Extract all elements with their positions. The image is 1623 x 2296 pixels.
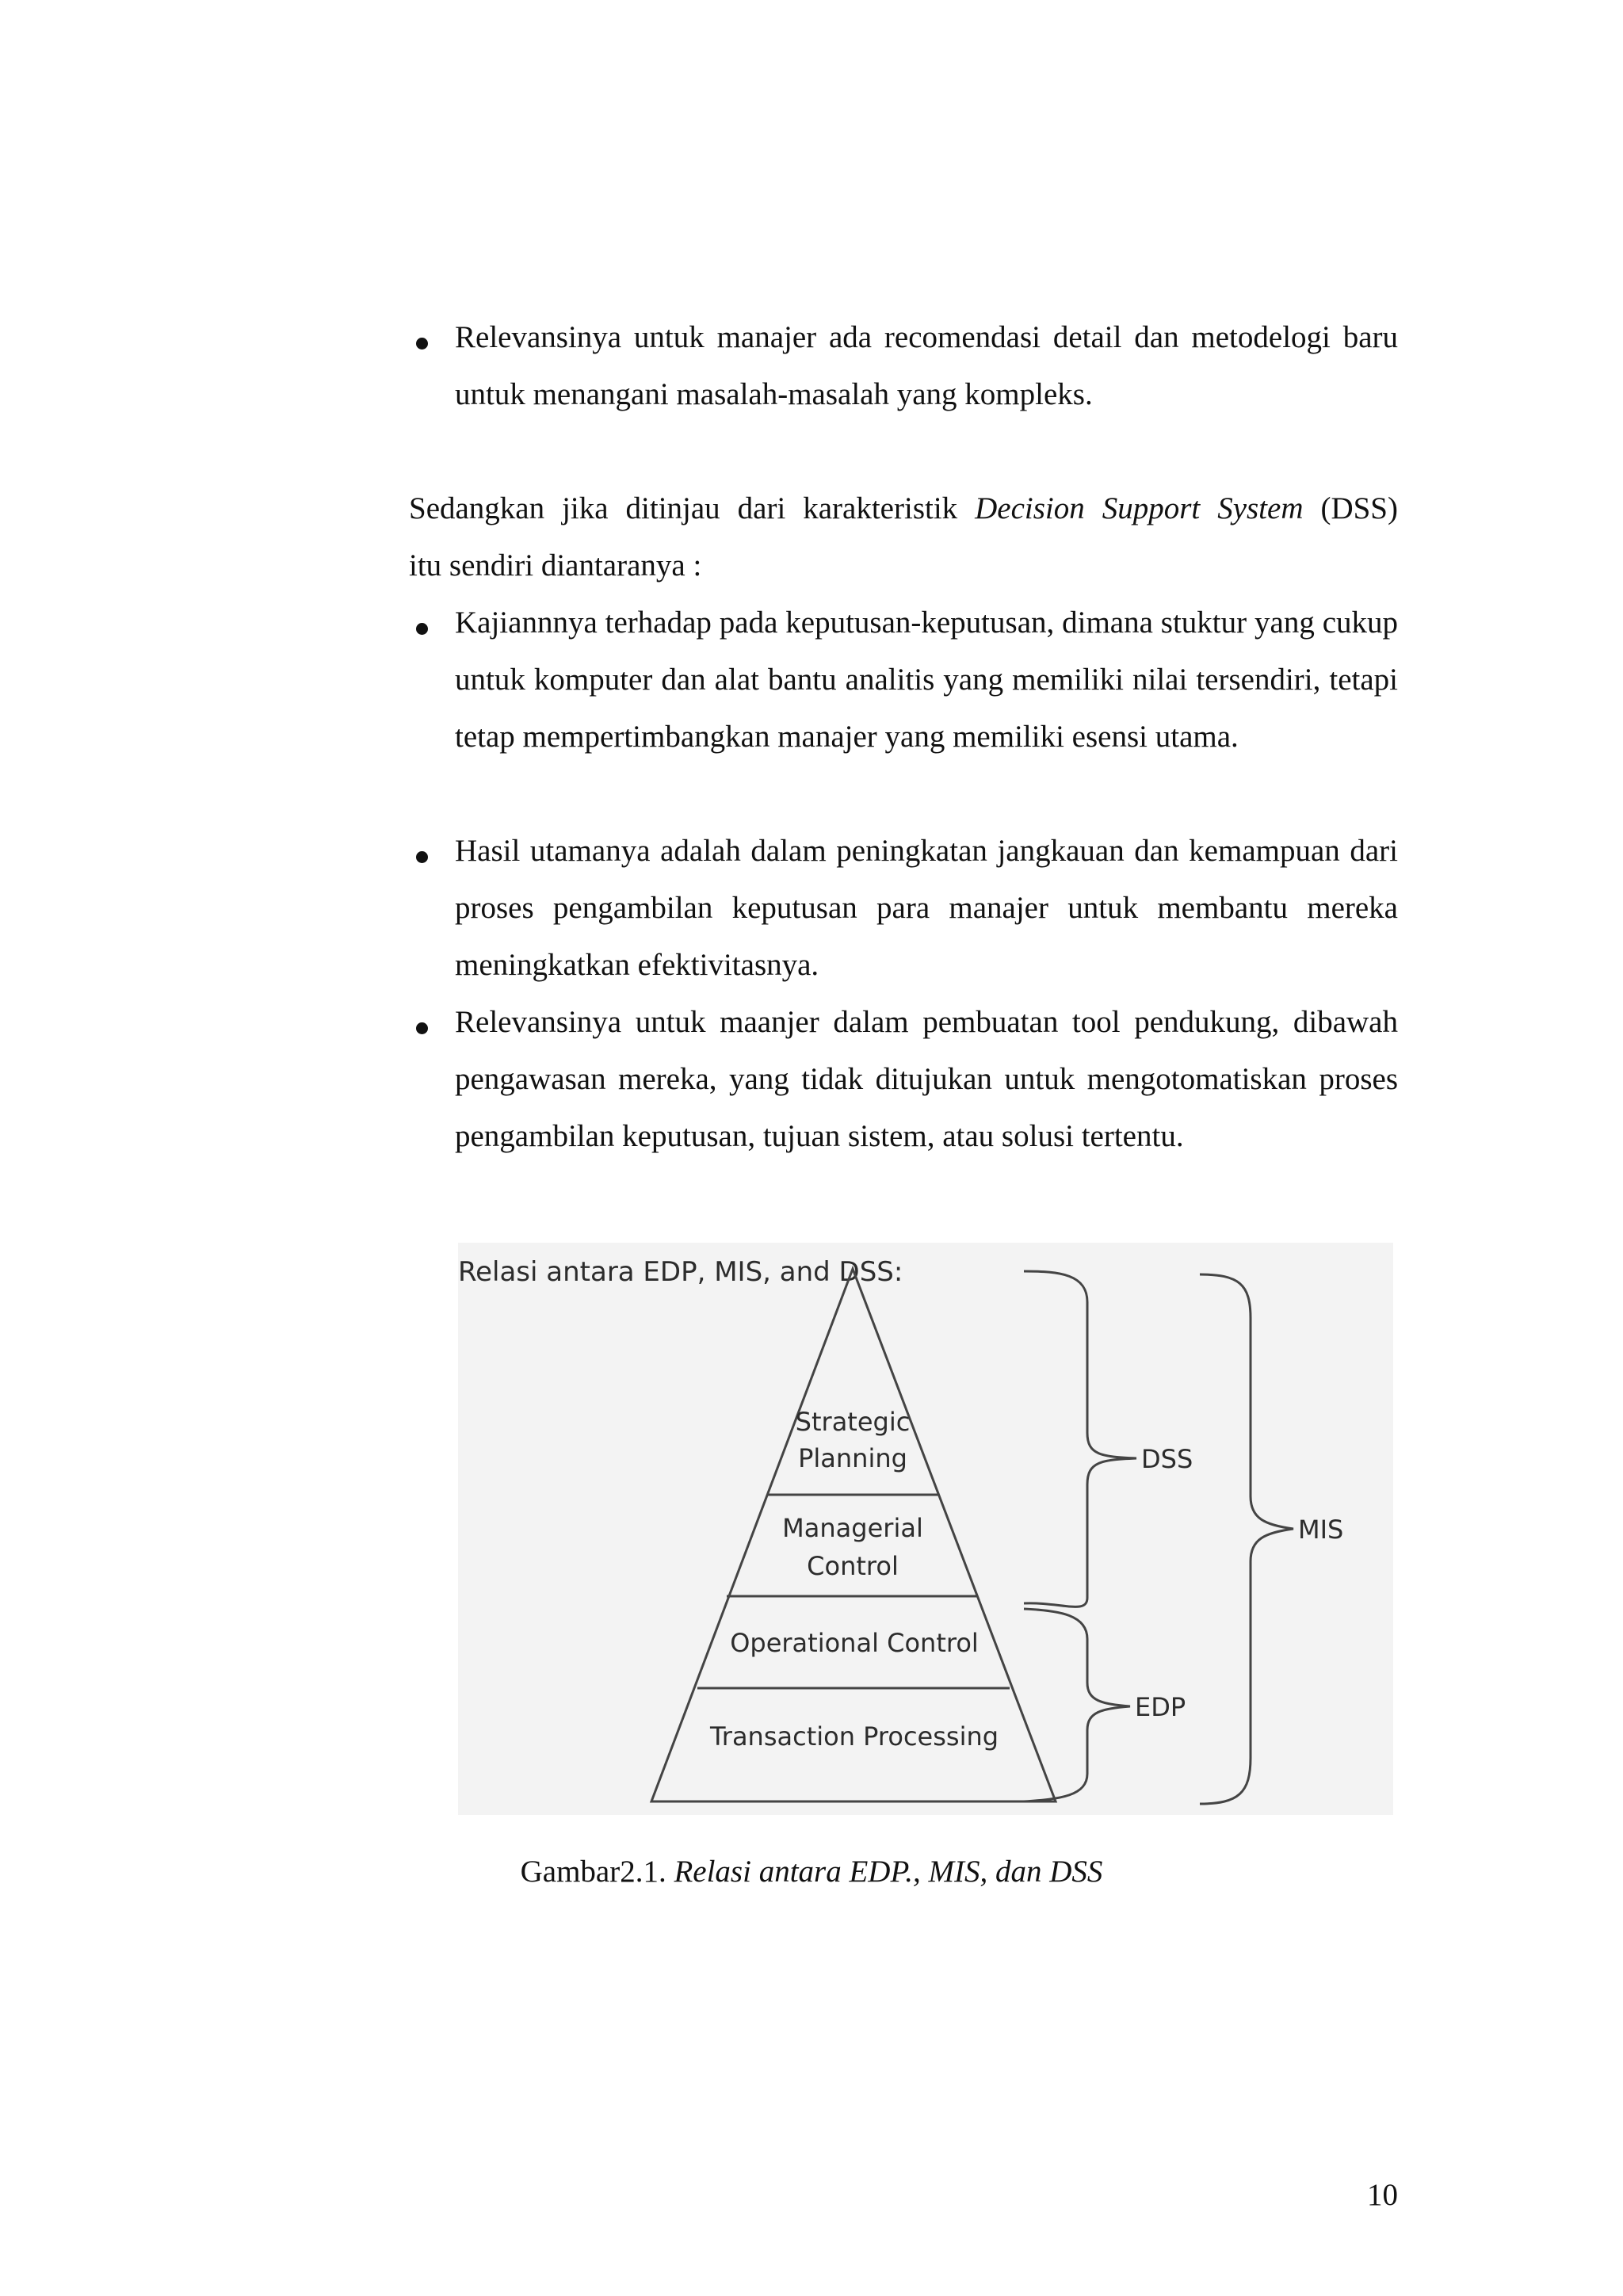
level-managerial-line2: Control	[807, 1551, 899, 1581]
bullet-dot	[416, 1022, 428, 1034]
mis-label: MIS	[1298, 1515, 1344, 1545]
dss-bracket	[1024, 1271, 1136, 1606]
page-number: 10	[1367, 2178, 1398, 2212]
bullet-text: Relevansinya untuk maanjer dalam pembuatan tool pendukung, dibawah pengawasan mereka, yang tidak ditujukan untuk mengotomatiskan proses pengambilan keputusan, tujuan sistem, atau solusi tertentu.	[455, 1005, 1398, 1153]
level-operational: Operational Control	[730, 1628, 979, 1658]
mis-bracket	[1200, 1274, 1293, 1804]
level-strategic-line2: Planning	[798, 1443, 907, 1473]
intro-italic-term: Decision Support System	[975, 491, 1304, 525]
diagram-title: Relasi antara EDP, MIS, and DSS:	[458, 1256, 903, 1288]
edp-bracket	[1024, 1609, 1130, 1801]
level-managerial-line1: Managerial	[782, 1513, 923, 1543]
intro-text-tail: (DSS)	[1303, 491, 1398, 525]
bullet-dot	[416, 338, 428, 350]
intro-line-2: itu sendiri diantaranya :	[409, 548, 702, 583]
bullet-text: Relevansinya untuk manajer ada recomendasi detail dan metodelogi baru untuk menangani masalah-masalah yang kompleks.	[455, 320, 1398, 411]
intro-text: Sedangkan jika ditinjau dari karakteristik	[409, 491, 976, 525]
figure-caption	[0, 1850, 1623, 1894]
bullet-dot	[416, 623, 428, 635]
bullet-text: Kajiannnya terhadap pada keputusan-keputusan, dimana stuktur yang cukup untuk komputer dan alat bantu analitis yang memiliki nilai tersendiri, tetapi tetap mempertimbangkan manajer yang memiliki esensi utama.	[455, 606, 1398, 754]
edp-label: EDP	[1135, 1692, 1186, 1722]
caption-prefix: Gambar2.1.	[520, 1855, 674, 1889]
bullet-item-hasil	[455, 823, 1398, 994]
dss-label: DSS	[1141, 1444, 1193, 1474]
intro-paragraph	[409, 480, 1398, 594]
bullet-item-kajian	[455, 594, 1398, 766]
level-strategic-line1: Strategic	[795, 1407, 911, 1437]
intro-line-1	[409, 480, 1398, 537]
bullet-dot	[416, 851, 428, 863]
bullet-item-relevansi-tool	[455, 994, 1398, 1165]
pyramid-diagram	[458, 1243, 1393, 1815]
bullet-text: Hasil utamanya adalah dalam peningkatan jangkauan dan kemampuan dari proses pengambilan keputusan para manajer untuk membantu mereka meningkatkan efektivitasnya.	[455, 834, 1398, 982]
pyramid-figure	[458, 1243, 1393, 1815]
caption-italic: Relasi antara EDP., MIS, dan DSS	[674, 1855, 1103, 1889]
bullet-item-relevansi-manajer	[455, 309, 1398, 423]
level-transaction: Transaction Processing	[709, 1721, 999, 1752]
